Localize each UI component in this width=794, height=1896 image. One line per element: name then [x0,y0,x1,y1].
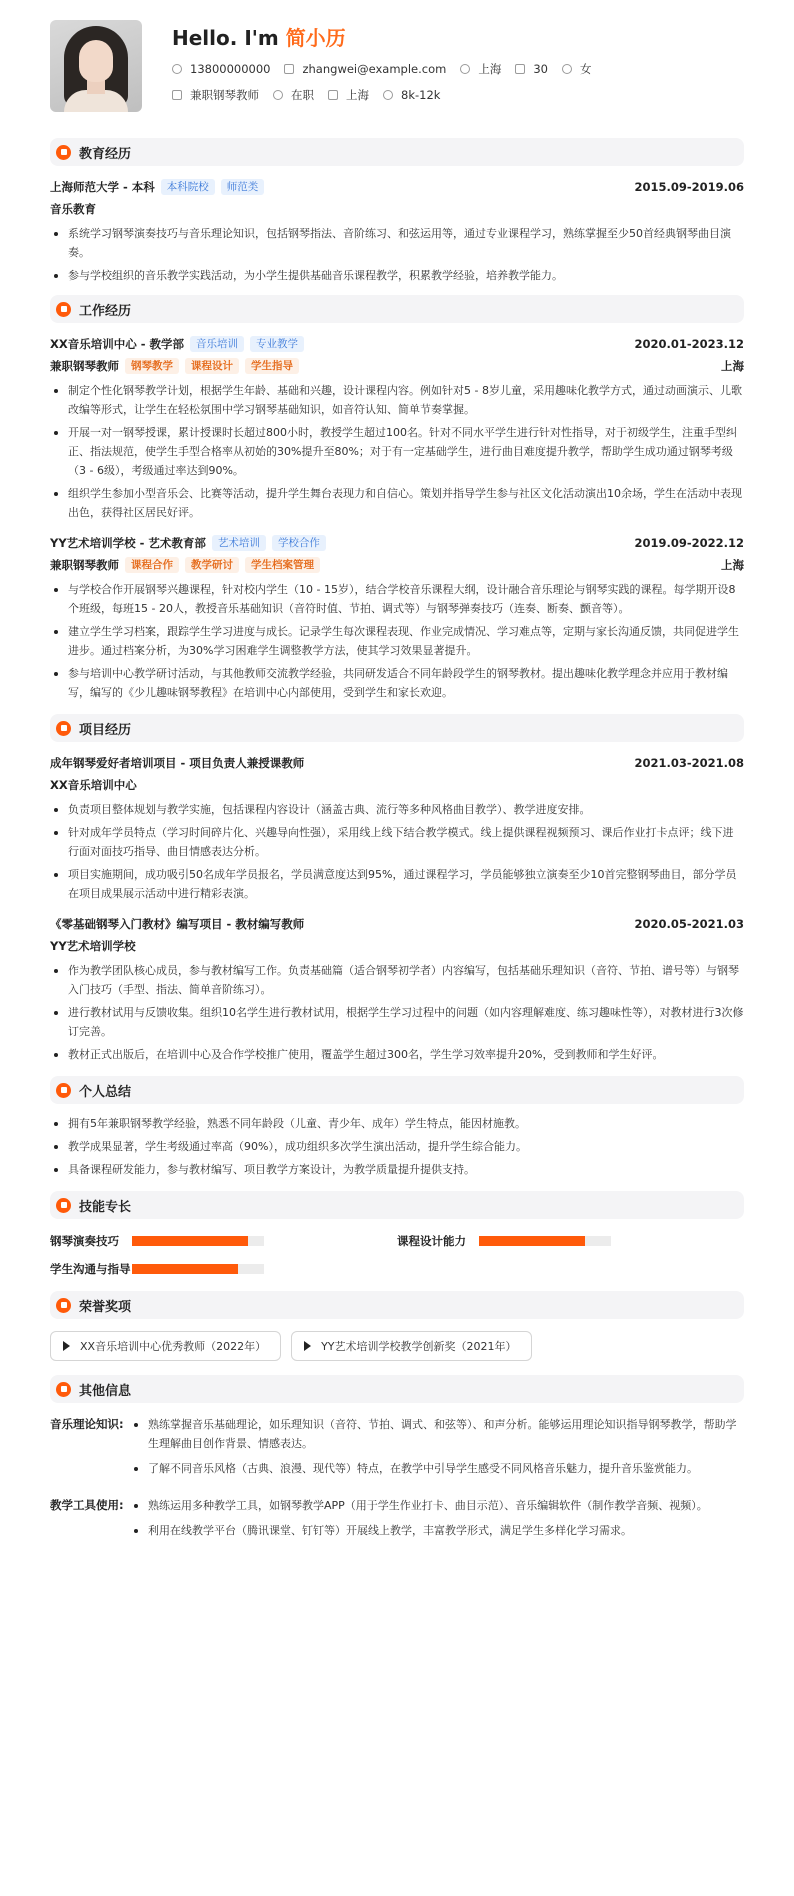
education-bullets [50,224,744,285]
section-title: 项目经历 [79,722,132,738]
project-entry-head [50,752,744,774]
salary [383,88,440,102]
date-range: 2019.09-2022.12 [634,536,744,550]
skill-bar [132,1236,264,1246]
status-icon [273,90,283,100]
tag: 艺术培训 [212,535,266,551]
awards-list [50,1331,744,1361]
status-value: 在职 [291,88,314,102]
list-item: 了解不同音乐风格（古典、浪漫、现代等）特点，在教学中引导学生感受不同风格音乐魅力，提升音乐鉴赏能力。 [130,1459,744,1478]
award-name: XX音乐培训中心优秀教师（2022年） [80,1340,267,1353]
list-item: 熟练掌握音乐基础理论，如乐理知识（音符、节拍、调式、和弦等）、和声分析。能够运用理论知识指导钢琴教学，帮助学生理解曲目创作背景、情感表达。 [130,1415,744,1453]
target-city-value: 上海 [346,88,369,102]
other-row [50,1496,744,1546]
tag: 教学研讨 [185,557,239,573]
tag: 课程合作 [125,557,179,573]
header-info [172,20,605,104]
section-other [50,1375,744,1403]
section-skills [50,1191,744,1219]
section-title: 教育经历 [79,146,132,162]
work-city: 上海 [721,558,744,572]
list-item: 建立学生学习档案，跟踪学生学习进度与成长。记录学生每次课程表现、作业完成情况、学习难点等，定期与家长沟通反馈，共同促进学生进步。通过档案分析，为30%学习困难学生调整教学方法，使其学习效果显著提升。 [50,622,744,660]
grid-icon [56,721,71,736]
tag: 课程设计 [185,358,239,374]
mail-icon [284,64,294,74]
candidate-name: 简小历 [285,26,346,50]
user-icon [56,1083,71,1098]
list-item: 系统学习钢琴演奏技巧与音乐理论知识，包括钢琴指法、音阶练习、和弦运用等，通过专业课程学习，熟练掌握至少50首经典钢琴曲目演奏。 [50,224,744,262]
chart-icon [56,1198,71,1213]
list-item: 制定个性化钢琴教学计划，根据学生年龄、基础和兴趣，设计课程内容。例如针对5 - 8岁儿童，采用趣味化教学方式，通过动画演示、儿歌改编等形式，让学生在轻松氛围中学习钢琴基础知识，如音符认知、简单节奏掌握。 [50,381,744,419]
date-range: 2015.09-2019.06 [634,180,744,194]
major [50,198,744,220]
tag: 钢琴教学 [125,358,179,374]
tag: 本科院校 [161,179,215,195]
skill-name: 钢琴演奏技巧 [50,1234,119,1248]
org-name: YY艺术培训学校 [50,939,136,953]
other-row [50,1415,744,1484]
company-name: XX音乐培训中心 - 教学部 [50,337,185,351]
section-honors [50,1291,744,1319]
age-icon [515,64,525,74]
work-entry-head [50,532,744,554]
skill-name: 课程设计能力 [397,1234,466,1248]
job-status [273,87,314,103]
company-name: YY艺术培训学校 - 艺术教育部 [50,536,206,550]
skill-name: 学生沟通与指导 [50,1262,131,1276]
list-item: 开展一对一钢琴授课，累计授课时长超过800小时，教授学生超过100名。针对不同水平学生进行针对性指导，对于初级学生，注重手型纠正、指法规范，使学生手型合格率从初始的30%提升至80%；对于有一定基础学生，进行曲目难度提升教学，帮助学生成功通过钢琴考级（3 - 6级），考级通过率达到90%。 [50,423,744,480]
date-range: 2020.01-2023.12 [634,337,744,351]
tag: 专业教学 [250,336,304,352]
city [460,61,501,77]
avatar [50,20,142,112]
gender-value: 女 [579,62,592,76]
school-name: 上海师范大学 - 本科 [50,180,155,194]
other-bullets [130,1496,744,1546]
skill-bar-fill [132,1264,238,1274]
tag: 学生档案管理 [245,557,320,573]
list-item: 拥有5年兼职钢琴教学经验，熟悉不同年龄段（儿童、青少年、成年）学生特点，能因材施教。 [50,1114,744,1133]
list-item: 作为教学团队核心成员，参与教材编写工作。负责基础篇（适合钢琴初学者）内容编写，包括基础乐理知识（音符、节拍、谱号等）与钢琴入门技巧（手型、指法、简单音阶练习）。 [50,961,744,999]
building-icon [328,90,338,100]
work-bullets [50,381,744,522]
award-item [50,1331,281,1361]
award-item [291,1331,531,1361]
email-value: zhangwei@example.com [302,62,447,76]
job-row [172,86,605,104]
award-name: YY艺术培训学校教学创新奖（2021年） [321,1340,517,1353]
skill-item [50,1227,397,1255]
email [284,62,446,76]
greeting: Hello. I'm [172,26,279,50]
project-bullets [50,961,744,1064]
home-icon [460,64,470,74]
section-title: 工作经历 [79,303,132,319]
target-city [328,87,369,103]
work-bullets [50,580,744,702]
skill-bar [479,1236,611,1246]
role-name: 兼职钢琴教师 [50,558,119,572]
date-range: 2021.03-2021.08 [634,756,744,770]
play-icon [304,1341,311,1351]
work-role [50,554,744,576]
major-name: 音乐教育 [50,202,96,216]
list-item: 教学成果显著，学生考级通过率高（90%），成功组织多次学生演出活动，提升学生综合能力。 [50,1137,744,1156]
list-item: 组织学生参加小型音乐会、比赛等活动，提升学生舞台表现力和自信心。策划并指导学生参与社区文化活动演出10余场，学生在活动中表现出色，获得社区居民好评。 [50,484,744,522]
project-entry-head [50,913,744,935]
project-title: 成年钢琴爱好者培训项目 - 项目负责人兼授课教师 [50,756,305,770]
skill-bar [132,1264,264,1274]
project-org [50,774,744,796]
phone [172,62,270,76]
job-target-value: 兼职钢琴教师 [190,88,259,102]
tag: 学校合作 [272,535,326,551]
other-bullets [130,1415,744,1484]
city-value: 上海 [478,62,502,76]
skill-bar-fill [132,1236,248,1246]
gender [562,61,592,77]
tag: 学生指导 [245,358,299,374]
resume-header [50,20,744,132]
work-role [50,355,744,377]
skill-bar-fill [479,1236,585,1246]
project-bullets [50,800,744,903]
section-project [50,714,744,742]
trophy-icon [56,1298,71,1313]
role-name: 兼职钢琴教师 [50,359,119,373]
education-entry-head [50,176,744,198]
send-icon [172,90,182,100]
section-title: 其他信息 [79,1383,132,1399]
other-label: 音乐理论知识: [50,1417,124,1431]
section-title: 个人总结 [79,1084,132,1100]
work-city: 上海 [721,359,744,373]
age [515,62,548,76]
salary-icon [383,90,393,100]
section-summary [50,1076,744,1104]
list-item: 具备课程研发能力，参与教材编写、项目教学方案设计，为教学质量提升提供支持。 [50,1160,744,1179]
list-item: 与学校合作开展钢琴兴趣课程，针对校内学生（10 - 15岁），结合学校音乐课程大纲，设计融合音乐理论与钢琴实践的课程。每学期开设8个班级，每班15 - 20人，教授音乐基础知识（音符时值、节拍、调式等）与钢琴弹奏技巧（连奏、断奏、颤音等）。 [50,580,744,618]
info-icon [56,1382,71,1397]
project-title: 《零基础钢琴入门教材》编写项目 - 教材编写教师 [50,917,305,931]
contact-row [172,60,605,78]
work-entry-head [50,333,744,355]
section-title: 技能专长 [79,1199,132,1215]
skill-item [397,1227,744,1255]
project-org [50,935,744,957]
gender-icon [562,64,572,74]
list-item: 熟练运用多种教学工具，如钢琴教学APP（用于学生作业打卡、曲目示范）、音乐编辑软件（制作教学音频、视频）。 [130,1496,744,1515]
education-icon [56,145,71,160]
list-item: 参与培训中心教学研讨活动，与其他教师交流教学经验，共同研发适合不同年龄段学生的钢琴教材。提出趣味化教学理念并应用于教材编写，编写的《少儿趣味钢琴教程》在培训中心内部使用，受到学生和家长欢迎。 [50,664,744,702]
org-name: XX音乐培训中心 [50,778,137,792]
tag: 师范类 [221,179,265,195]
list-item: 参与学校组织的音乐教学实践活动，为小学生提供基础音乐课程教学，积累教学经验，培养教学能力。 [50,266,744,285]
other-label: 教学工具使用: [50,1498,124,1512]
skills-list [50,1227,744,1283]
page-title [172,22,605,52]
date-range: 2020.05-2021.03 [634,917,744,931]
play-icon [63,1341,70,1351]
summary-bullets [50,1114,744,1179]
list-item: 利用在线教学平台（腾讯课堂、钉钉等）开展线上教学，丰富教学形式，满足学生多样化学习需求。 [130,1521,744,1540]
section-work [50,295,744,323]
section-title: 荣誉奖项 [79,1299,132,1315]
phone-icon [172,64,182,74]
list-item: 针对成年学员特点（学习时间碎片化、兴趣导向性强），采用线上线下结合教学模式。线上提供课程视频预习、课后作业打卡点评；线下进行面对面技巧指导、曲目情感表达分析。 [50,823,744,861]
salary-value: 8k-12k [401,88,441,102]
list-item: 进行教材试用与反馈收集。组织10名学生进行教材试用，根据学生学习过程中的问题（如内容理解难度、练习趣味性等），对教材进行3次修订完善。 [50,1003,744,1041]
skill-item [50,1255,397,1283]
job-target [172,87,259,103]
list-item: 项目实施期间，成功吸引50名成年学员报名，学员满意度达到95%，通过课程学习，学员能够独立演奏至少10首完整钢琴曲目，部分学员在项目成果展示活动中进行精彩表演。 [50,865,744,903]
briefcase-icon [56,302,71,317]
list-item: 教材正式出版后，在培训中心及合作学校推广使用，覆盖学生超过300名，学生学习效率提升20%，受到教师和学生好评。 [50,1045,744,1064]
tag: 音乐培训 [190,336,244,352]
phone-value: 13800000000 [190,62,271,76]
age-value: 30 [533,62,548,76]
list-item: 负责项目整体规划与教学实施，包括课程内容设计（涵盖古典、流行等多种风格曲目教学）、教学进度安排。 [50,800,744,819]
section-education [50,138,744,166]
